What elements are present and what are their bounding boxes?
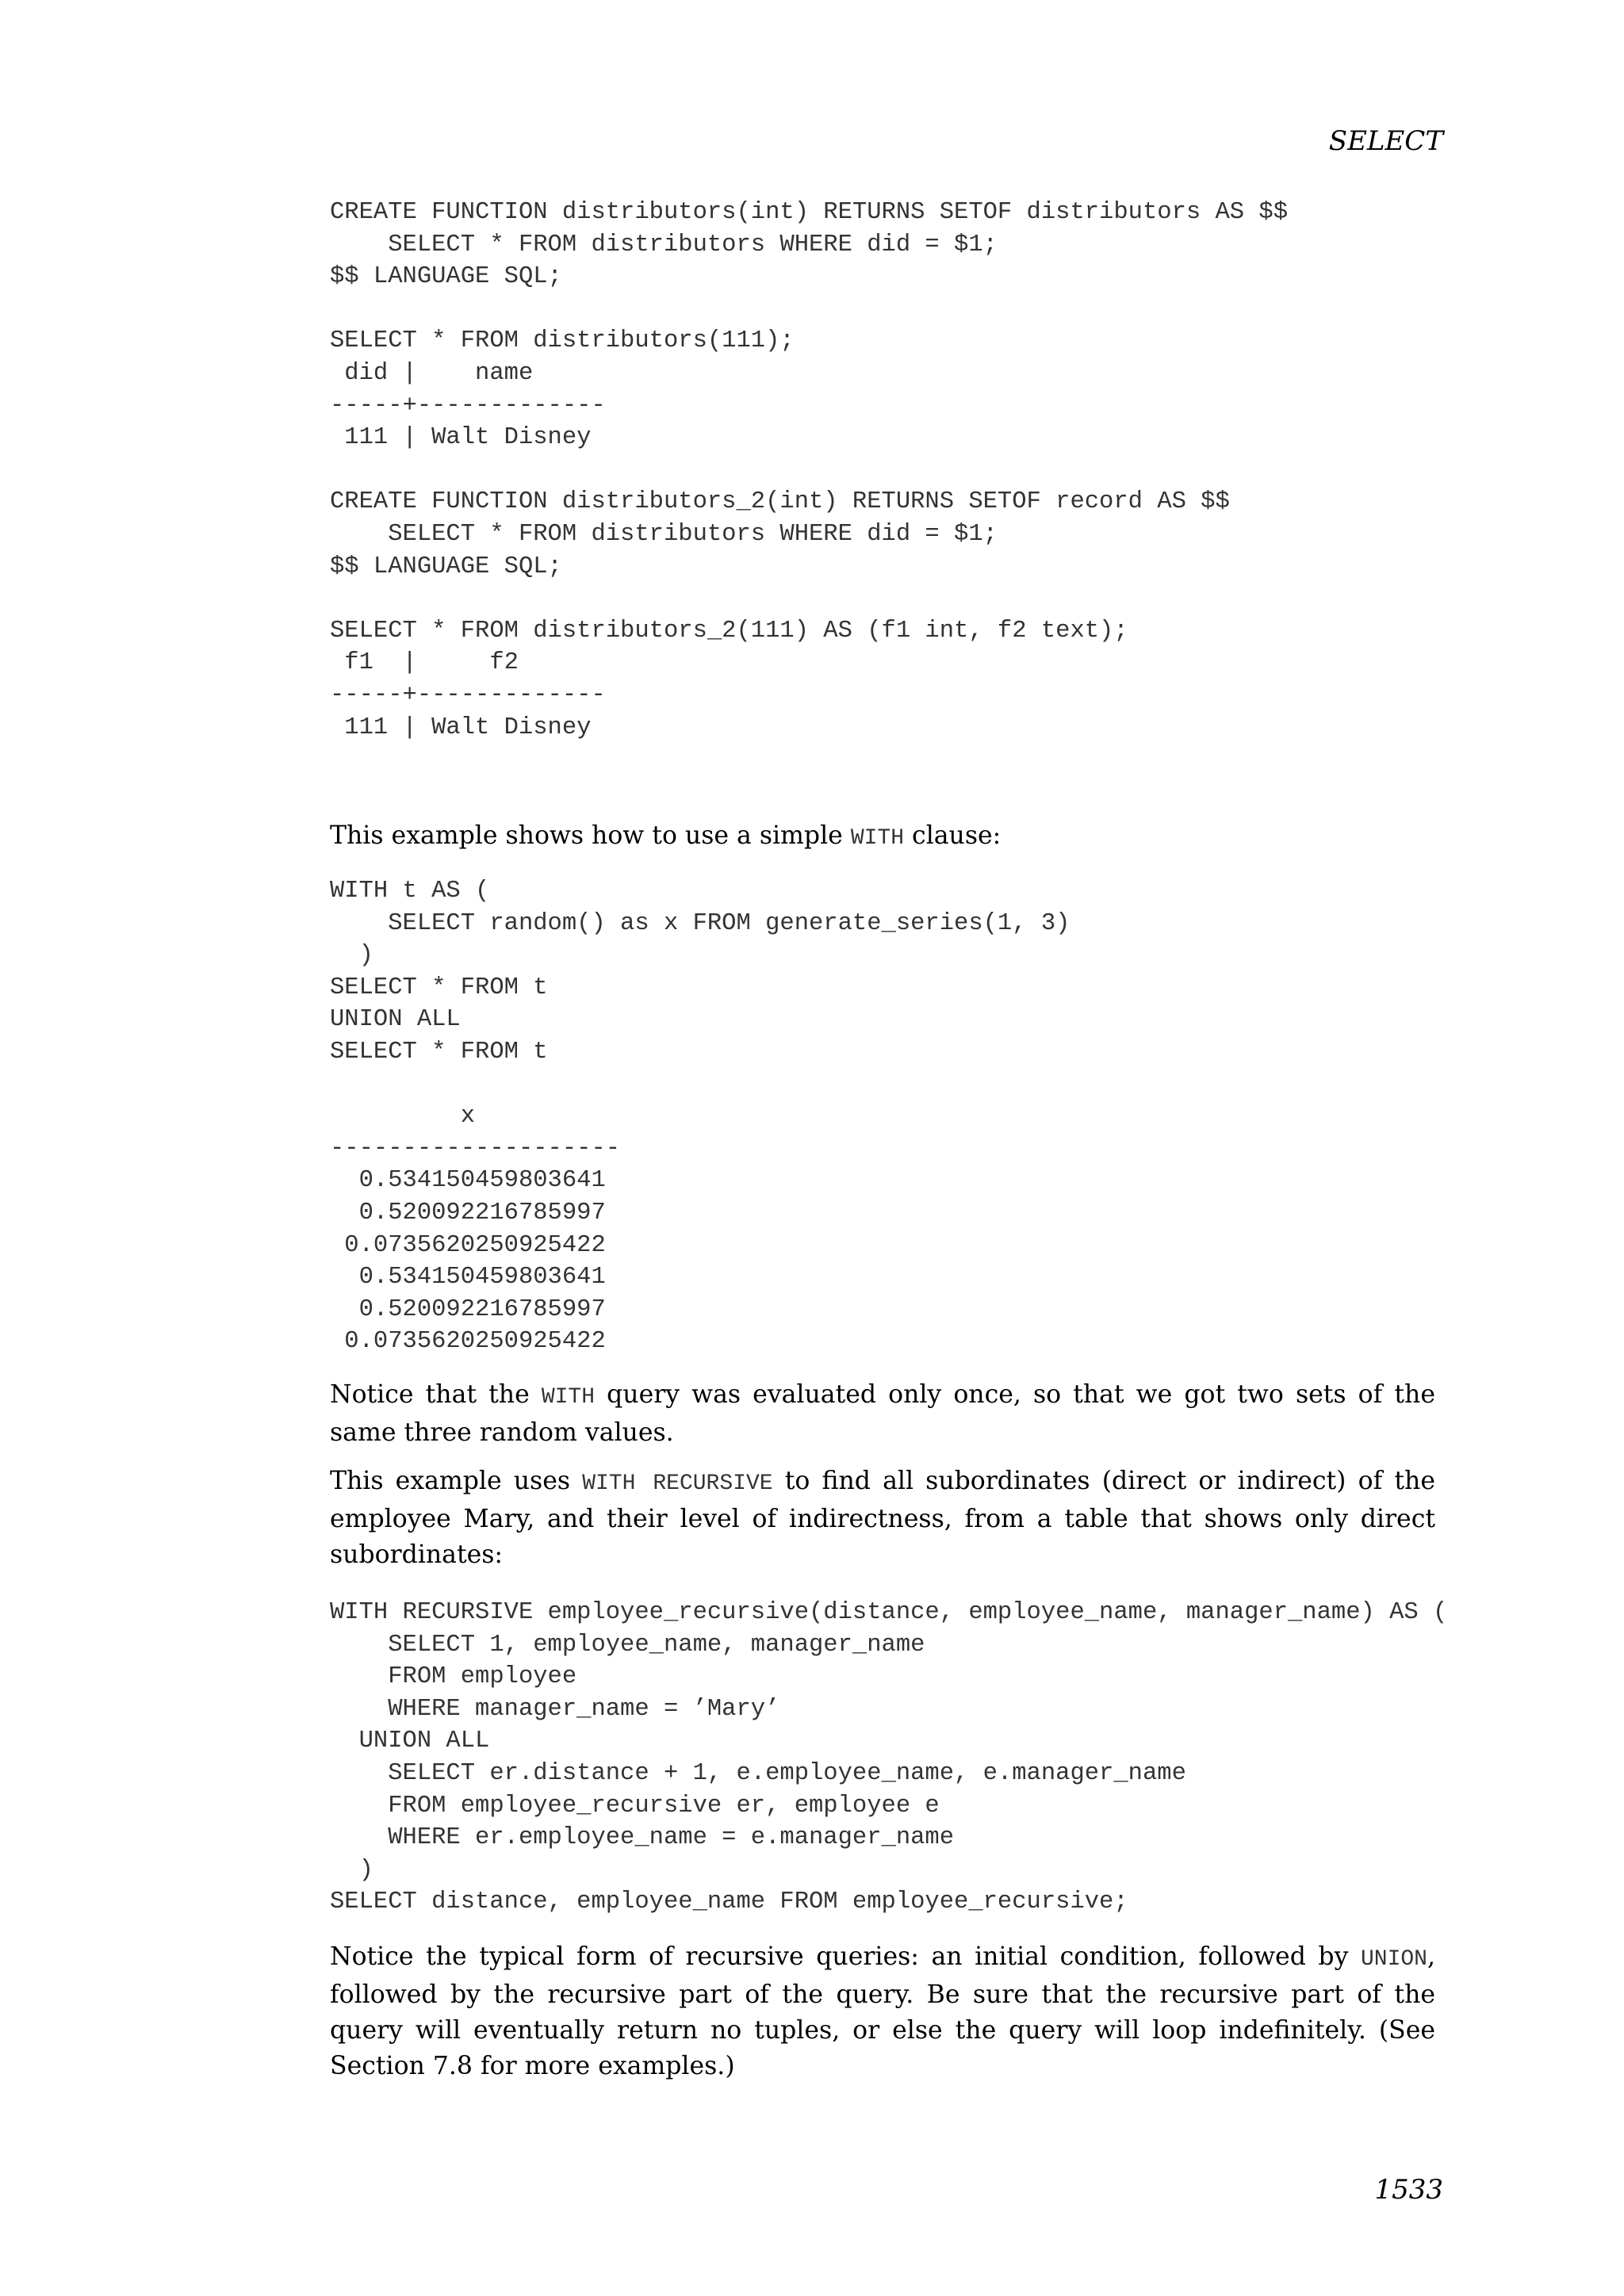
inline-code: WITH RECURSIVE (582, 1471, 773, 1496)
paragraph-text: This example uses (330, 1467, 583, 1495)
running-header: SELECT (1328, 125, 1443, 157)
paragraph-text: This example shows how to use a simple (330, 821, 851, 851)
code-block-with-clause: WITH t AS ( SELECT random() as x FROM generate_series(1, 3) ) SELECT * FROM t UNION ALL SELECT * FROM t x -------------------- 0.534150459803641 0.520092216785997 0.0735620250925422 0.534150459803641 0.520092216785997 0.0735620250925422 (330, 878, 1071, 1356)
code-block-create-function: CREATE FUNCTION distributors(int) RETURNS SETOF distributors AS $$ SELECT * FROM distributors WHERE did = $1; $$ LANGUAGE SQL; SELECT * FROM distributors(111); did | name -----+------------- 111 | Walt Disney CREATE FUNCTION distributors_2(int) RETURNS SETOF record AS $$ SELECT * FROM distributors WHERE did = $1; $$ LANGUAGE SQL; SELECT * FROM distributors_2(111) AS (f1 int, f2 text); f1 | f2 -----+------------- 111 | Walt Disney (330, 199, 1288, 741)
inline-code: WITH (541, 1385, 596, 1410)
inline-code: UNION (1360, 1946, 1427, 1972)
paragraph-recursive-intro (330, 1464, 1435, 1573)
paragraph-with-intro (330, 818, 1435, 856)
paragraph-text: Notice the typical form of recursive queries: an initial condition, followed by (330, 1942, 1361, 1971)
paragraph-text: clause: (904, 821, 1002, 851)
paragraph-text: to find all subordinates (direct or indirect) of the employee Mary, and their level of indirectness, from a table that shows only direct subordinates: (330, 1467, 1435, 1569)
paragraph-text: , followed by the recursive part of the query. Be sure that the recursive part of the query will eventually return no tuples, or else the query will loop indefinitely. (See Section 7.8 for more examples.) (330, 1942, 1435, 2080)
page-number: 1533 (1374, 2174, 1443, 2206)
paragraph-text: query was evaluated only once, so that we got two sets of the same three random values. (330, 1380, 1435, 1447)
paragraph-recursive-notice (330, 1939, 1435, 2084)
inline-code: WITH (850, 826, 905, 851)
paragraph-text: Notice that the (330, 1380, 542, 1409)
page-content (330, 197, 1448, 2084)
code-block-with-recursive: WITH RECURSIVE employee_recursive(distance, employee_name, manager_name) AS ( SELECT 1, employee_name, manager_name FROM employee WHERE manager_name = ’Mary’ UNION ALL SELECT er.distance + 1, e.employee_name, e.manager_name FROM employee_recursive er, employee e WHERE er.employee_name = e.manager_name ) SELECT distance, employee_name FROM employee_recursive; (330, 1599, 1448, 1916)
paragraph-with-notice (330, 1377, 1435, 1451)
